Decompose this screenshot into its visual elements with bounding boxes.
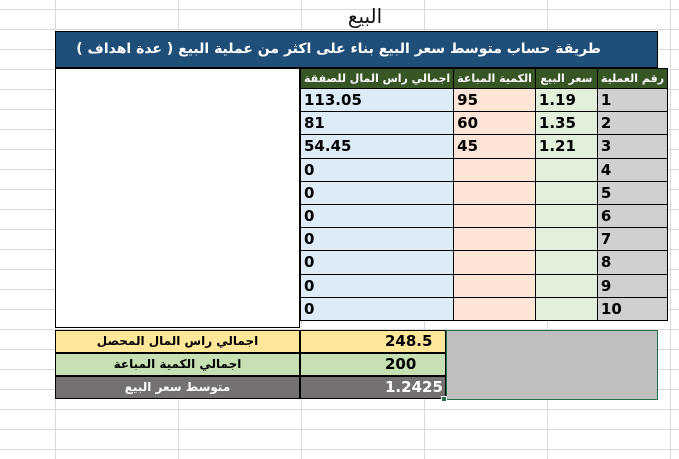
- cell-qty[interactable]: [454, 181, 536, 204]
- cell-qty[interactable]: [454, 274, 536, 297]
- cell-price[interactable]: 1.19: [535, 89, 597, 112]
- cell-price[interactable]: [535, 251, 597, 274]
- cell-qty[interactable]: [454, 204, 536, 227]
- blank-merged-area[interactable]: [55, 68, 300, 328]
- cell-price[interactable]: 1.35: [535, 112, 597, 135]
- cell-capital[interactable]: 0: [301, 204, 454, 227]
- table-row: [301, 297, 668, 320]
- cell-qty[interactable]: 95: [454, 89, 536, 112]
- table-row: [301, 181, 668, 204]
- table-row: [301, 204, 668, 227]
- cell-op-no[interactable]: 5: [597, 181, 667, 204]
- cell-price[interactable]: [535, 228, 597, 251]
- cell-qty[interactable]: [454, 251, 536, 274]
- cell-price[interactable]: [535, 297, 597, 320]
- cell-op-no[interactable]: 6: [597, 204, 667, 227]
- cell-capital[interactable]: 0: [301, 158, 454, 181]
- total-qty-label[interactable]: اجمالي الكمية المباعة: [55, 353, 300, 376]
- sheet-title[interactable]: البيع: [347, 4, 383, 28]
- avg-price-value[interactable]: 1.2425: [300, 376, 446, 399]
- sales-table: [300, 68, 668, 321]
- cell-op-no[interactable]: 8: [597, 251, 667, 274]
- avg-price-label[interactable]: متوسط سعر البيع: [55, 376, 300, 399]
- cell-price[interactable]: [535, 181, 597, 204]
- table-row: [301, 112, 668, 135]
- header-row: [301, 69, 668, 89]
- header-price[interactable]: سعر البيع: [535, 69, 597, 89]
- cell-op-no[interactable]: 4: [597, 158, 667, 181]
- cell-capital[interactable]: 81: [301, 112, 454, 135]
- header-capital[interactable]: اجمالي راس المال للصفقة: [301, 69, 454, 89]
- cell-op-no[interactable]: 10: [597, 297, 667, 320]
- cell-op-no[interactable]: 3: [597, 135, 667, 158]
- cell-capital[interactable]: 0: [301, 297, 454, 320]
- cell-qty[interactable]: [454, 158, 536, 181]
- cell-capital[interactable]: 54.45: [301, 135, 454, 158]
- cell-op-no[interactable]: 9: [597, 274, 667, 297]
- selected-range[interactable]: [446, 330, 658, 400]
- total-qty-value[interactable]: 200: [300, 353, 446, 376]
- cell-qty[interactable]: 45: [454, 135, 536, 158]
- cell-capital[interactable]: 0: [301, 228, 454, 251]
- cell-price[interactable]: 1.21: [535, 135, 597, 158]
- table-row: [301, 135, 668, 158]
- table-row: [301, 89, 668, 112]
- total-capital-value[interactable]: 248.5: [300, 330, 446, 353]
- header-op-no[interactable]: رقم العملية: [597, 69, 667, 89]
- cell-capital[interactable]: 0: [301, 251, 454, 274]
- table-row: [301, 251, 668, 274]
- total-capital-label[interactable]: اجمالي راس المال المحصل: [55, 330, 300, 353]
- cell-qty[interactable]: 60: [454, 112, 536, 135]
- cell-capital[interactable]: 0: [301, 181, 454, 204]
- cell-op-no[interactable]: 7: [597, 228, 667, 251]
- cell-price[interactable]: [535, 158, 597, 181]
- cell-op-no[interactable]: 1: [597, 89, 667, 112]
- table-row: [301, 228, 668, 251]
- banner-title[interactable]: طريقة حساب متوسط سعر البيع بناء على اكثر من عملية البيع ( عدة اهداف ): [55, 31, 658, 68]
- cell-capital[interactable]: 113.05: [301, 89, 454, 112]
- header-qty[interactable]: الكمية المباعة: [454, 69, 536, 89]
- cell-capital[interactable]: 0: [301, 274, 454, 297]
- fill-handle[interactable]: [441, 396, 447, 402]
- cell-op-no[interactable]: 2: [597, 112, 667, 135]
- cell-price[interactable]: [535, 204, 597, 227]
- table-row: [301, 158, 668, 181]
- cell-qty[interactable]: [454, 297, 536, 320]
- cell-qty[interactable]: [454, 228, 536, 251]
- table-row: [301, 274, 668, 297]
- cell-price[interactable]: [535, 274, 597, 297]
